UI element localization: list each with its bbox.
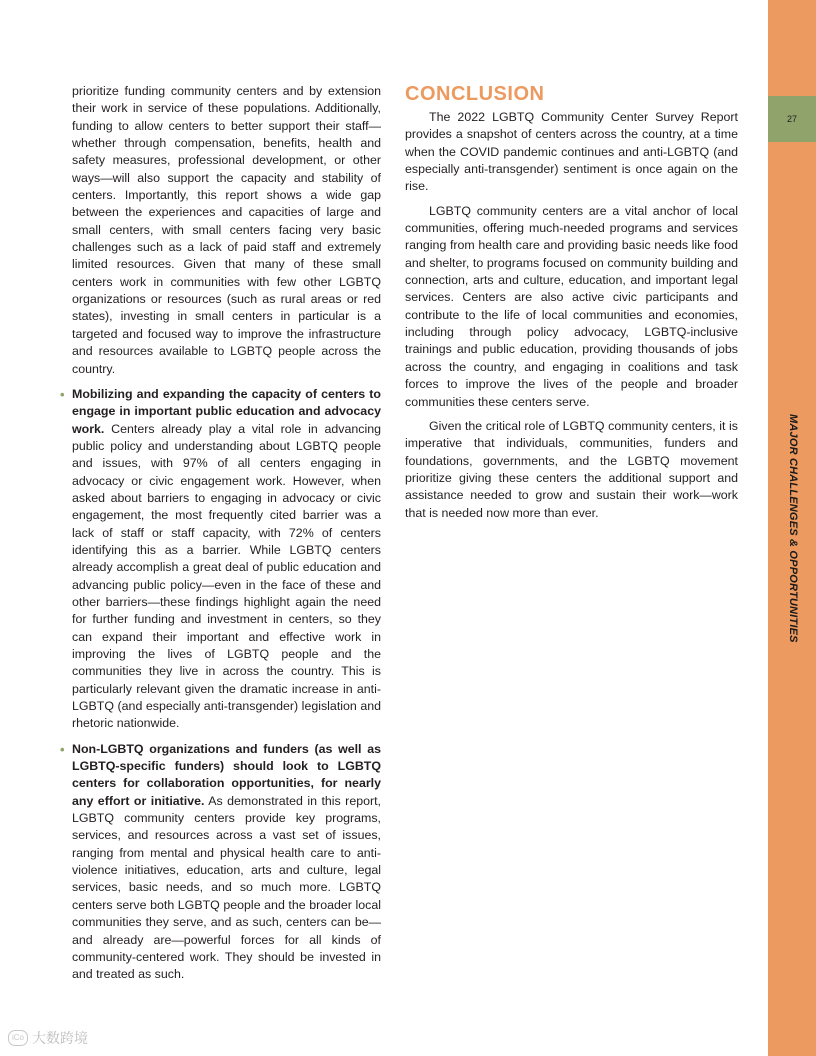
watermark-logo-icon: iCo	[8, 1030, 28, 1046]
page-number-tab	[768, 96, 816, 142]
bullet-paragraph	[72, 386, 381, 733]
conclusion-heading: CONCLUSION	[405, 83, 545, 105]
page-number: 27	[786, 114, 797, 124]
intro-paragraph: prioritize funding community centers and by extension their work in service of these populations. Additionally, funding to allow centers to better support their staff—whether through compensation, benefits, health and safety measures, professional development, or other ways—will also support the capacity and stability of centers. Importantly, this report shows a wide gap between the experiences and capacities of large and small centers, with small centers facing very basic challenges such as a lack of paid staff and extremely limited resources. Given that many of these small centers work in communities with few other LGBTQ organizations or resources (such as rural areas or red states), investing in small centers in particular is a targeted and focused way to improve the infrastructure and resources available to LGBTQ people across the country.	[72, 84, 381, 376]
bullet-item	[60, 386, 381, 733]
section-label-text: MAJOR CHALLENGES & OPPORTUNITIES	[787, 413, 799, 643]
watermark-text: 大数跨境	[32, 1030, 88, 1046]
conclusion-paragraph: The 2022 LGBTQ Community Center Survey Report provides a snapshot of centers across the country, at a time when the COVID pandemic continues and anti-LGBTQ (and especially anti-transgender) sentiment is once again on the rise.	[405, 110, 738, 194]
watermark	[8, 1028, 88, 1048]
bullet-paragraph	[72, 741, 381, 984]
bullet-item	[60, 741, 381, 984]
bullet-dot-icon: •	[60, 741, 65, 757]
conclusion-paragraph: Given the critical role of LGBTQ community centers, it is imperative that individuals, communities, funders and foundations, governments, and the LGBTQ movement prioritize giving these centers the additional support and assistance needed to grow and sustain their work—work that is needed now more than ever.	[405, 418, 738, 520]
bullet-lead: Mobilizing and expanding the capacity of centers to engage in important public education and advocacy work.	[72, 386, 381, 436]
right-column	[405, 83, 738, 529]
bullet-body: Centers already play a vital role in advancing public policy and understanding about LGBTQ people and issues, with 97% of all centers engaging in advocacy or civic engagement work. However, when asked about barriers to engaging in advocacy or civic engagement, the most frequently cited barrier was a lack of staff or staff capacity, with 72% of centers identifying this as a barrier. While LGBTQ centers already accomplish a great deal of public education and advancing public policy—even in the face of these and other barriers—these findings highlight again the need for further funding and investment in centers, so they can expand their important and effective work in improving the lives of LGBTQ people and the communities they live in across the country. This is particularly relevant given the dramatic increase in anti-LGBTQ (and especially anti-transgender) legislation and rhetoric nationwide.	[72, 421, 381, 731]
conclusion-paragraph: LGBTQ community centers are a vital anchor of local communities, offering much-needed programs and services ranging from health care and providing basic needs like food and shelter, to programs focused on community building and connection, arts and culture, education, and important legal services. Centers are also active civic participants and contribute to the life of local communities and economies, including through policy advocacy, LGBTQ-inclusive trainings and public education, providing thousands of jobs across the country, and engaging in coalitions and task forces to improve the lives of the people and broader communities these centers serve.	[405, 203, 738, 409]
section-label	[770, 410, 816, 646]
bullet-dot-icon: •	[60, 386, 65, 402]
bullet-lead: Non-LGBTQ organizations and funders (as well as LGBTQ-specific funders) should look to LGBTQ centers for collaboration opportunities, for nearly any effort or initiative.	[72, 741, 381, 808]
left-column	[60, 83, 381, 984]
bullet-body: As demonstrated in this report, LGBTQ community centers provide key programs, services, and resources across a vast set of issues, ranging from mental and physical health care to anti-violence initiatives, education, arts and culture, legal services, basic needs, and so much more. LGBTQ centers serve both LGBTQ people and the broader local communities they serve, and as such, centers can be—and already are—powerful forces for all kinds of community-centered work. They should be invested in and treated as such.	[72, 793, 381, 982]
